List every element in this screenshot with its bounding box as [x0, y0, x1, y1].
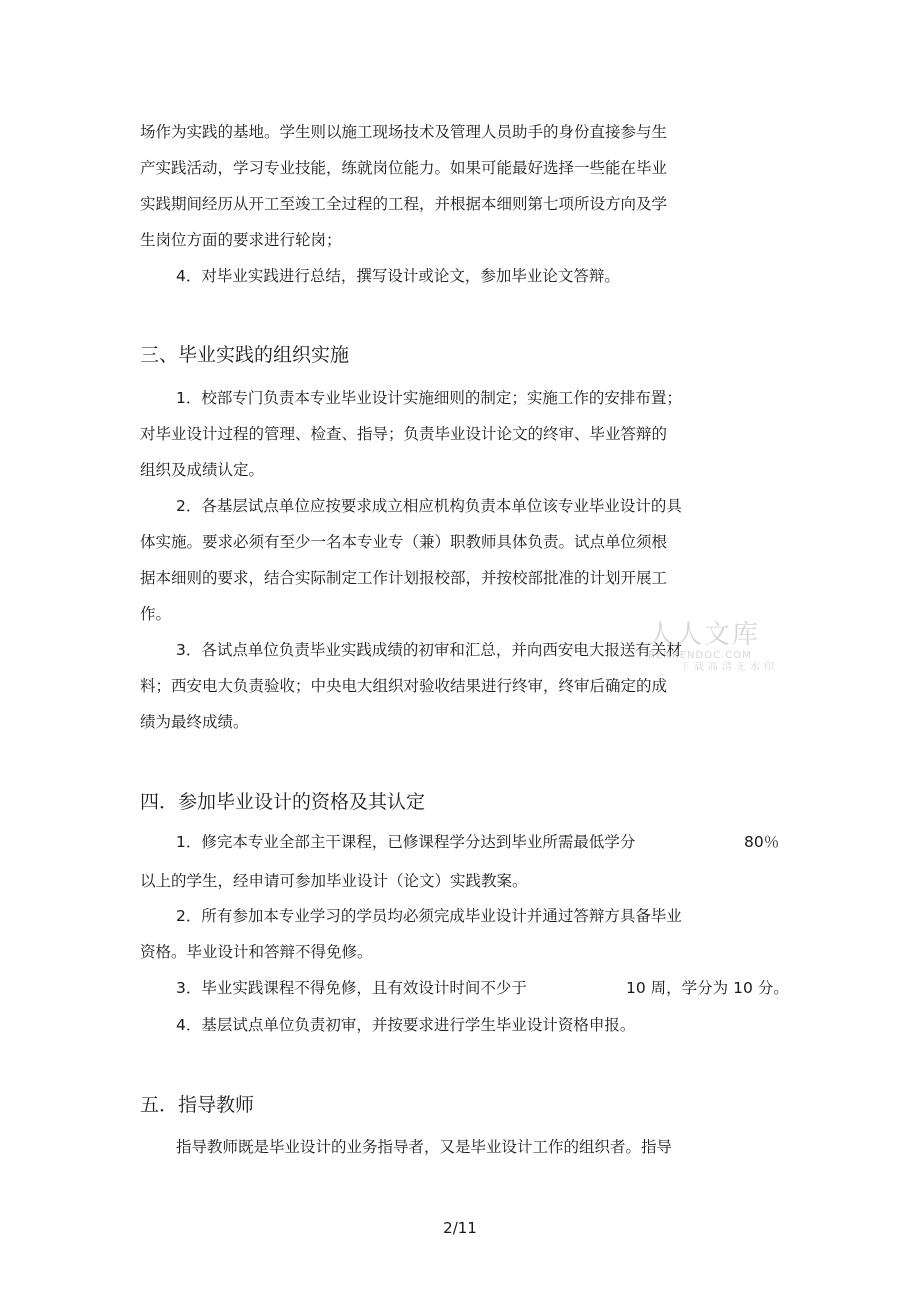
- watermark-logo: [648, 620, 778, 674]
- paragraph-line: 场作为实践的基地。学生则以施工现场技术及管理人员助手的身份直接参与生: [140, 123, 668, 141]
- paragraph-line: 料；西安电大负责验收；中央电大组织对验收结果进行终审，终审后确定的成: [140, 677, 668, 695]
- paragraph-line: 3．各试点单位负责毕业实践成绩的初审和汇总，并向西安电大报送有关材: [176, 641, 682, 659]
- paragraph-line: 产实践活动，学习专业技能，练就岗位能力。如果可能最好选择一些能在毕业: [140, 159, 668, 177]
- min-credit-percent: 80％: [744, 833, 780, 851]
- paragraph-line: 对毕业设计过程的管理、检查、指导；负责毕业设计论文的终审、毕业答辩的: [140, 425, 668, 443]
- page-number: 2/11: [443, 1219, 477, 1237]
- paragraph-line: 组织及成绩认定。: [140, 461, 265, 479]
- paragraph-line: 体实施。要求必须有至少一名本专业专（兼）职教师具体负责。试点单位须根: [140, 533, 668, 551]
- paragraph-line: 绩为最终成绩。: [140, 713, 249, 731]
- paragraph-line: 3．毕业实践课程不得免修，且有效设计时间不少于: [176, 979, 527, 997]
- paragraph-line: 实践期间经历从开工至竣工全过程的工程，并根据本细则第七项所设方向及学: [140, 195, 668, 213]
- watermark-title: 人人文库: [648, 620, 761, 650]
- paragraph-line: 4．对毕业实践进行总结，撰写设计或论文，参加毕业论文答辩。: [176, 267, 620, 285]
- paragraph-line: 以上的学生，经申请可参加毕业设计（论文）实践教案。: [140, 872, 528, 890]
- paragraph-line: 指导教师既是毕业设计的业务指导者，又是毕业设计工作的组织者。指导: [176, 1138, 673, 1156]
- design-duration: 10 周，学分为 10 分。: [626, 979, 789, 997]
- paragraph-line: 1．修完本专业全部主干课程，已修课程学分达到毕业所需最低学分: [176, 833, 636, 851]
- paragraph-line: 2．所有参加本专业学习的学员均必须完成毕业设计并通过答辩方具备毕业: [176, 907, 682, 925]
- watermark-tagline: 下载高清无水印: [680, 662, 778, 673]
- paragraph-line: 资格。毕业设计和答辩不得免修。: [140, 943, 373, 961]
- section-heading-3: 三、毕业实践的组织实施: [140, 344, 350, 366]
- paragraph-line: 作。: [140, 605, 172, 623]
- watermark-domain: RENRENDOC.COM: [648, 650, 752, 661]
- paragraph-line: 据本细则的要求，结合实际制定工作计划报校部，并按校部批准的计划开展工: [140, 569, 668, 587]
- section-heading-5: 五．指导教师: [140, 1094, 255, 1116]
- paragraph-line: 生岗位方面的要求进行轮岗；: [140, 231, 342, 249]
- paragraph-line: 1．校部专门负责本专业毕业设计实施细则的制定；实施工作的安排布置；: [176, 389, 682, 407]
- section-heading-4: 四．参加毕业设计的资格及其认定: [140, 791, 426, 813]
- paragraph-line: 4．基层试点单位负责初审，并按要求进行学生毕业设计资格申报。: [176, 1016, 636, 1034]
- paragraph-line: 2．各基层试点单位应按要求成立相应机构负责本单位该专业毕业设计的具: [176, 497, 682, 515]
